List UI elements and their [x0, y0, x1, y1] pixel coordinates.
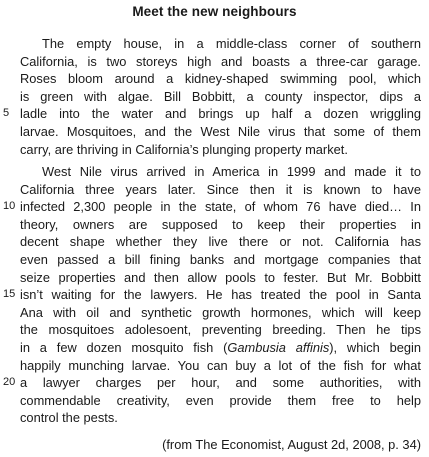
line-number-20: 20	[3, 376, 16, 389]
text-line: ladle into the water and brings up half a dozen wriggling	[20, 106, 421, 122]
text-line: infected 2,300 people in the state, of whom 76 have died… In	[20, 199, 421, 215]
text-line: California three years later. Since then it is known to have	[20, 181, 421, 197]
text-line: California, is two storeys high and boasts a three-car garage.	[20, 53, 421, 69]
paragraph-2	[20, 163, 421, 427]
text-line: isn’t waiting for the lawyers. He has treated the pool in Santa	[20, 287, 421, 303]
text-line-content: The empty house, in a middle-class corner of southern	[42, 36, 421, 51]
text-line: carry, are thriving in California’s plunging property market.	[20, 141, 348, 157]
text-line: seize properties and then allow pools to fester. But Mr. Bobbitt	[20, 269, 421, 285]
text-line: control the pests.	[20, 410, 118, 426]
text-line: Roses bloom around a kidney-shaped swimming pool, which	[20, 71, 421, 87]
text-line: happily munching larvae. You can buy a lot of the fish for what	[20, 357, 421, 373]
text-line: Ana with oil and synthetic growth hormones, which will keep	[20, 304, 421, 320]
paragraph-1	[20, 35, 421, 158]
text-line: the mosquitoes adolesoent, preventing breeding. Then he tips	[20, 322, 421, 338]
source-citation: (from The Economist, August 2d, 2008, p. 34)	[162, 437, 421, 452]
species-name: Gambusia affinis	[227, 339, 330, 355]
article-title: Meet the new neighbours	[132, 4, 297, 19]
text-line	[20, 163, 421, 181]
text-line: even passed a bill fining banks and mortgage companies that	[20, 251, 421, 267]
text-line: larvae. Mosquitoes, and the West Nile virus that some of them	[20, 123, 421, 139]
line-number-15: 15	[3, 288, 16, 301]
text-line-part: ), which begin	[329, 339, 421, 355]
text-line: decent shape whether they live there or not. California has	[20, 234, 421, 250]
text-line-content: West Nile virus arrived in America in 1999 and made it to	[42, 164, 421, 179]
text-line-part: in a few dozen mosquito fish (	[20, 339, 228, 355]
text-line: theory, owners are supposed to keep their properties in	[20, 216, 421, 232]
line-number-10: 10	[3, 200, 16, 213]
text-line: commendable creativity, even provide them free to help	[20, 392, 421, 408]
text-line: is green with algae. Bill Bobbitt, a county inspector, dips a	[20, 88, 421, 104]
text-line	[20, 339, 421, 357]
text-line: a lawyer charges per hour, and some authorities, with	[20, 375, 421, 391]
text-line	[20, 35, 421, 53]
line-number-5: 5	[3, 107, 10, 120]
